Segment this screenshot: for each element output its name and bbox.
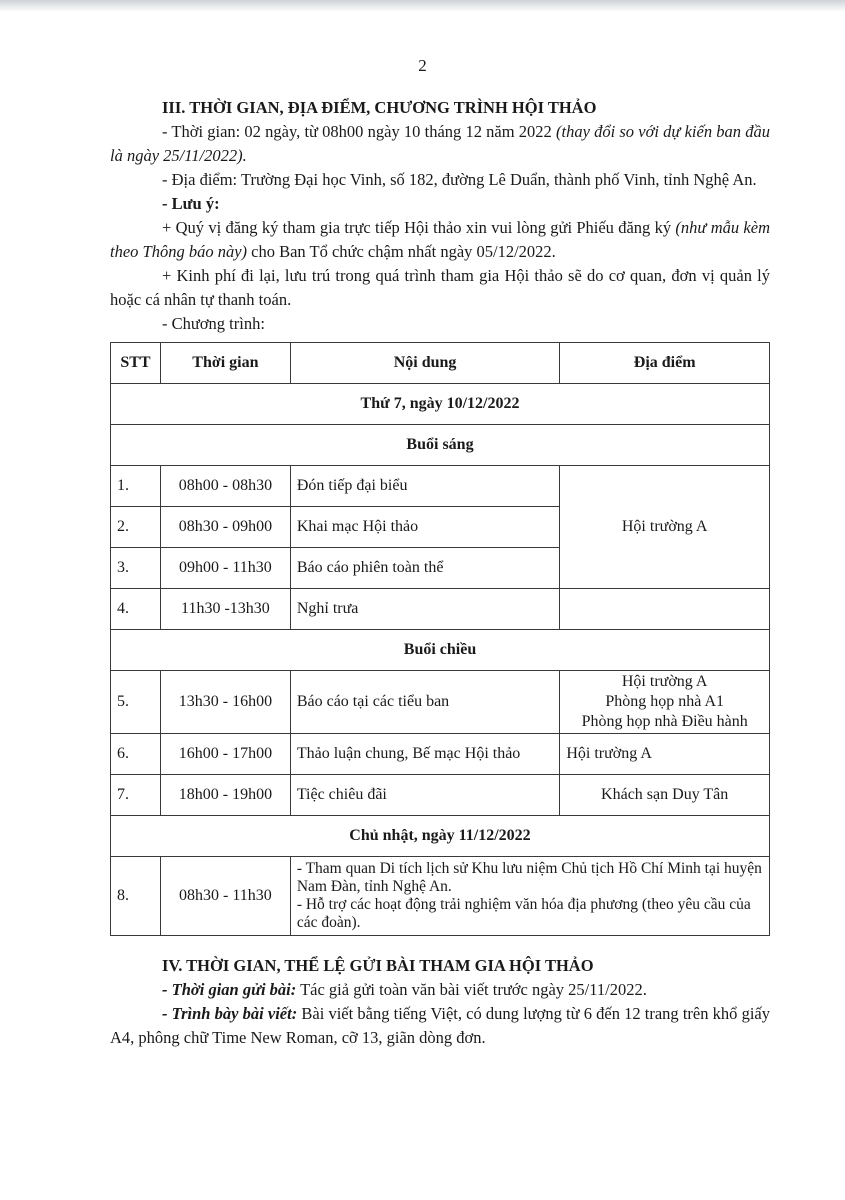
row-time: 16h00 - 17h00 xyxy=(160,734,290,775)
row-stt: 3. xyxy=(111,548,161,589)
row-stt: 2. xyxy=(111,507,161,548)
day-2-row xyxy=(111,816,770,857)
row-time: 08h30 - 11h30 xyxy=(160,857,290,936)
table-row xyxy=(111,775,770,816)
afternoon-row xyxy=(111,630,770,671)
row-content: Đón tiếp đại biểu xyxy=(290,466,560,507)
location-morning: Hội trường A xyxy=(560,466,770,589)
time-text: - Thời gian: 02 ngày, từ 08h00 ngày 10 tháng 12 năm 2022 xyxy=(162,122,556,141)
table-row xyxy=(111,671,770,734)
note-1 xyxy=(110,216,770,264)
location-line: Phòng họp nhà Điều hành xyxy=(581,713,748,730)
row-stt: 4. xyxy=(111,589,161,630)
row-content: Báo cáo tại các tiểu ban xyxy=(290,671,560,734)
morning-row xyxy=(111,425,770,466)
deadline-text: Tác giả gửi toàn văn bài viết trước ngày 25/11/2022. xyxy=(296,980,647,999)
row-content: Thảo luận chung, Bế mạc Hội thảo xyxy=(290,734,560,775)
format-label: - Trình bày bài viết: xyxy=(162,1004,298,1023)
note-label xyxy=(110,192,770,216)
location-row-7: Khách sạn Duy Tân xyxy=(560,775,770,816)
document-body xyxy=(110,96,770,1050)
excursion-line-2: - Hỗ trợ các hoạt động trải nghiệm văn hóa địa phương (theo yêu cầu của các đoàn). xyxy=(296,896,751,931)
table-row xyxy=(111,466,770,507)
row-stt: 8. xyxy=(111,857,161,936)
deadline-paragraph xyxy=(110,978,770,1002)
table-header-row xyxy=(111,343,770,384)
deadline-label: - Thời gian gửi bài: xyxy=(162,980,297,999)
time-note: (thay đổi so với dự kiến ban đầu là ngày 25/11/2022). xyxy=(110,122,770,165)
section-3-heading: III. THỜI GIAN, ĐỊA ĐIỂM, CHƯƠNG TRÌNH HỘI THẢO xyxy=(162,98,597,117)
day-2-label: Chủ nhật, ngày 11/12/2022 xyxy=(111,816,770,857)
program-label: - Chương trình: xyxy=(162,314,265,333)
day-1-label: Thứ 7, ngày 10/12/2022 xyxy=(111,384,770,425)
location-line: Phòng họp nhà A1 xyxy=(605,693,724,710)
row-content-excursion xyxy=(290,857,769,936)
row-time: 08h00 - 08h30 xyxy=(160,466,290,507)
format-text: Bài viết bằng tiếng Việt, có dung lượng từ 6 đến 12 trang trên khổ giấy A4, phông chữ Time New Roman, cỡ 13, giãn dòng đơn. xyxy=(110,1004,770,1047)
header-location: Địa điểm xyxy=(560,343,770,384)
note-1-b: cho Ban Tổ chức chậm nhất ngày 05/12/2022. xyxy=(247,242,556,261)
row-time: 13h30 - 16h00 xyxy=(160,671,290,734)
format-paragraph xyxy=(110,1002,770,1050)
header-stt: STT xyxy=(111,343,161,384)
row-content: Nghỉ trưa xyxy=(290,589,560,630)
place-paragraph: - Địa điểm: Trường Đại học Vinh, số 182, đường Lê Duẩn, thành phố Vinh, tỉnh Nghệ An. xyxy=(162,170,757,189)
row-stt: 5. xyxy=(111,671,161,734)
row-stt: 7. xyxy=(111,775,161,816)
note-2: + Kinh phí đi lại, lưu trú trong quá trình tham gia Hội thảo sẽ do cơ quan, đơn vị quản lý hoặc cá nhân tự thanh toán. xyxy=(110,266,770,309)
table-row xyxy=(111,589,770,630)
table-row xyxy=(111,857,770,936)
schedule-table xyxy=(110,342,770,936)
note-1-italic: (như mẫu kèm theo Thông báo này) xyxy=(110,218,770,261)
section-4-heading: IV. THỜI GIAN, THỂ LỆ GỬI BÀI THAM GIA HỘI THẢO xyxy=(162,956,594,975)
row-content: Báo cáo phiên toàn thể xyxy=(290,548,560,589)
row-stt: 1. xyxy=(111,466,161,507)
table-row xyxy=(111,734,770,775)
morning-label: Buổi sáng xyxy=(111,425,770,466)
note-1-a: + Quý vị đăng ký tham gia trực tiếp Hội thảo xin vui lòng gửi Phiếu đăng ký xyxy=(162,218,676,237)
row-time: 11h30 -13h30 xyxy=(160,589,290,630)
row-time: 18h00 - 19h00 xyxy=(160,775,290,816)
row-content: Tiệc chiêu đãi xyxy=(290,775,560,816)
location-line: Hội trường A xyxy=(621,673,708,690)
location-row-6: Hội trường A xyxy=(560,734,770,775)
scan-top-edge xyxy=(0,0,845,12)
afternoon-label: Buổi chiều xyxy=(111,630,770,671)
location-empty xyxy=(560,589,770,630)
location-row-5 xyxy=(560,671,770,734)
row-time: 09h00 - 11h30 xyxy=(160,548,290,589)
day-1-row xyxy=(111,384,770,425)
note-label-text: - Lưu ý: xyxy=(162,194,220,213)
excursion-line-1: - Tham quan Di tích lịch sử Khu lưu niệm Chủ tịch Hồ Chí Minh tại huyện Nam Đàn, tỉnh Nghệ An. xyxy=(296,860,762,895)
time-paragraph xyxy=(110,120,770,168)
row-content: Khai mạc Hội thảo xyxy=(290,507,560,548)
header-content: Nội dung xyxy=(290,343,560,384)
header-time: Thời gian xyxy=(160,343,290,384)
page-number: 2 xyxy=(418,56,427,75)
row-stt: 6. xyxy=(111,734,161,775)
row-time: 08h30 - 09h00 xyxy=(160,507,290,548)
